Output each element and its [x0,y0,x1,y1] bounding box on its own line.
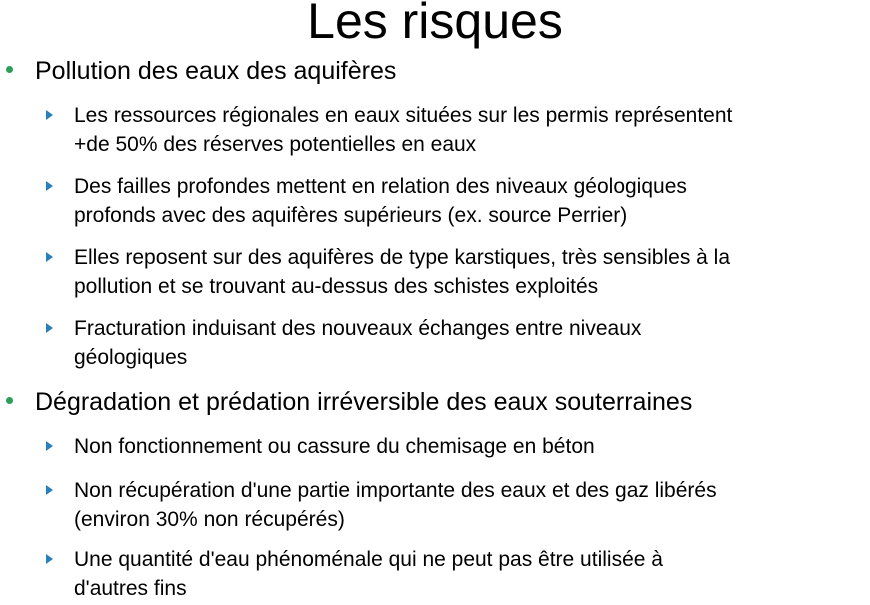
list-item [74,545,663,603]
list-item-line: profonds avec des aquifères supérieurs (ex. source Perrier) [74,204,628,227]
triangle-bullet-icon [46,323,53,333]
list-item-line: Fracturation induisant des nouveaux échanges entre niveaux [74,317,642,340]
triangle-bullet-icon [46,252,53,262]
triangle-bullet-icon [46,181,53,191]
triangle-bullet-icon [46,441,53,451]
list-item-line: Une quantité d'eau phénoménale qui ne peut pas être utilisée à [74,548,663,571]
section-degradation-heading [35,387,692,417]
list-item-line: Les ressources régionales en eaux situées sur les permis représentent [74,104,733,127]
list-item [74,314,641,372]
list-item [74,432,595,461]
list-item [74,476,717,534]
list-item-line: (environ 30% non récupérés) [74,508,345,531]
section-heading-text: Dégradation et prédation irréversible des eaux souterraines [35,388,693,416]
bullet-dot-icon [6,397,13,404]
list-item-line: d'autres fins [74,577,187,600]
list-item-line: Non récupération d'une partie importante des eaux et des gaz libérés [74,479,717,502]
list-item [74,172,687,230]
bullet-dot-icon [6,66,13,73]
list-item [74,243,730,301]
list-item-line: géologiques [74,346,188,369]
list-item-line: +de 50% des réserves potentielles en eaux [74,133,477,156]
list-item-line: Elles reposent sur des aquifères de type karstiques, très sensibles à la [74,246,731,269]
triangle-bullet-icon [46,485,53,495]
section-heading-text: Pollution des eaux des aquifères [35,57,397,85]
list-item [74,101,732,159]
list-item-line: pollution et se trouvant au-dessus des schistes exploités [74,275,599,298]
triangle-bullet-icon [46,110,53,120]
slide-title: Les risques [307,0,563,49]
triangle-bullet-icon [46,554,53,564]
list-item-line: Des failles profondes mettent en relation des niveaux géologiques [74,175,687,198]
section-pollution-heading [35,56,396,86]
list-item-line: Non fonctionnement ou cassure du chemisage en béton [74,435,595,458]
